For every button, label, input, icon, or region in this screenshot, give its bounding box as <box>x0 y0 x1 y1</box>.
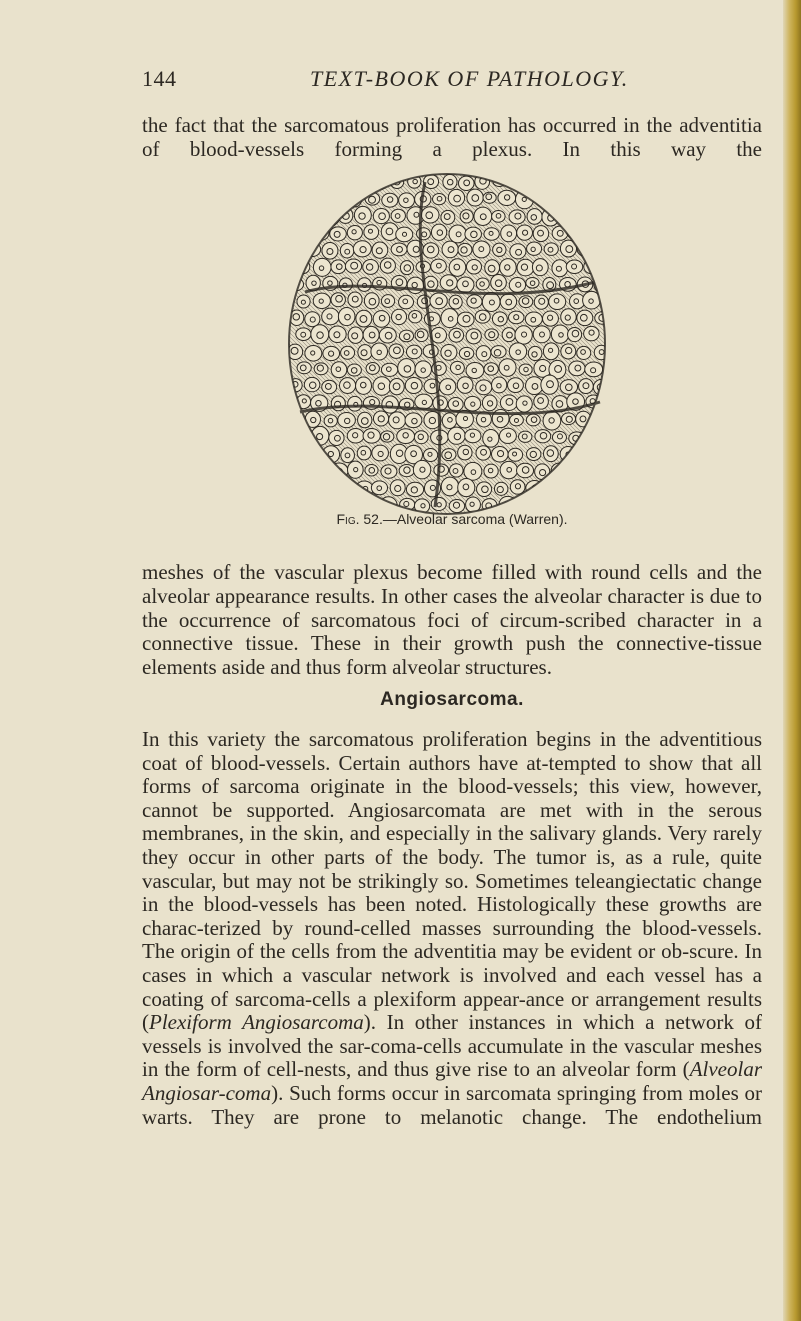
page-edge <box>783 0 801 1321</box>
section-heading-angiosarcoma: Angiosarcoma. <box>380 689 524 710</box>
paragraph-alveolar: meshes of the vascular plexus become filled with round cells and the alveolar appearance results. In other cases the alveolar character is due to the occurrence of sarcomatous foci of circum-scribed character in a connective tissue. These in their growth push the connective-tissue elements aside and thus form alveolar structures. <box>142 560 762 680</box>
page-number: 144 <box>142 66 177 91</box>
paragraph-intro: the fact that the sarcomatous proliferation has occurred in the adventitia of blood-vessels forming a plexus. In this way the <box>142 113 762 162</box>
term-alveolar-angiosarcoma: Alveolar Angiosar-coma <box>142 1057 762 1105</box>
paragraph-angiosarcoma <box>142 728 762 1129</box>
paragraph-text: ). Such forms occur in sarcomata springing from moles or warts. They are prone to melanotic change. The endothelium <box>142 1080 762 1129</box>
term-plexiform-angiosarcoma: Plexiform Angiosarcoma <box>149 1010 364 1035</box>
running-title: TEXT-BOOK OF PATHOLOGY. <box>310 66 629 91</box>
figure-alveolar-sarcoma <box>285 172 610 517</box>
figure-caption-text: —Alveolar sarcoma (Warren). <box>382 511 568 527</box>
alveolar-sarcoma-illustration <box>285 172 610 517</box>
paragraph-text: In this variety the sarcomatous proliferation begins in the adventitious coat of blood-vessels. Certain authors have at-tempted to show that all forms of sarcoma originate in the blood-vessels; this view, however, cannot be supported. Angiosarcomata are met with in the serous membranes, in the skin, and especially in the salivary glands. Very rarely they occur in other parts of the body. The tumor is, as a rule, quite vascular, but may not be strikingly so. Sometimes teleangiectatic change in the blood-vessels has been noted. Histologically these growths are charac-terized by round-celled masses surrounding the blood-vessels. The origin of the cells from the adventitia may be evident or ob-scure. In cases in which a vascular network is involved and each vessel has a coating of sarcoma-cells a plexiform appear-ance or arrangement results ( <box>142 727 762 1035</box>
figure-label: Fig. 52. <box>336 511 383 527</box>
paragraph-text: ). In other instances in which a network of vessels is involved the sar-coma-cells accumulate in the vascular meshes in the form of cell-nests, and thus give rise to an alveolar form ( <box>142 1010 762 1082</box>
figure-caption <box>142 511 762 527</box>
